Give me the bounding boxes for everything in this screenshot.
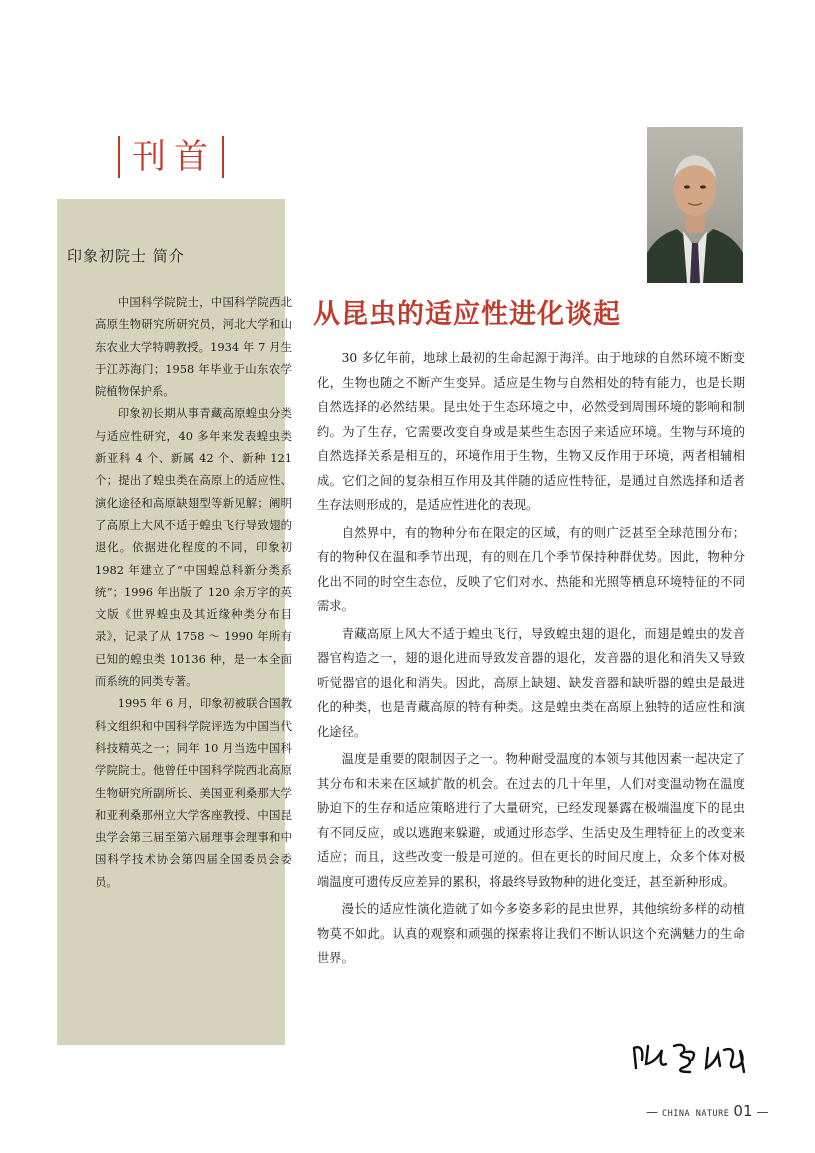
author-portrait [647, 127, 743, 283]
bio-heading: 印象初院士 简介 [67, 247, 185, 265]
article-paragraph: 自然界中，有的物种分布在限定的区域，有的则广泛甚至全球范围分布；有的物种仅在温和季节出现，有的则在几个季节保持种群优势。因此，物种分化出不同的时空生态位，反映了它们对水、热能和光照等栖息环境特征的不同需求。 [317, 525, 745, 613]
bio-paragraph: 1995 年 6 月，印象初被联合国教科文组织和中国科学院评选为中国当代科技精英之一；同年 10 月当选中国科学院院士。他曾任中国科学院西北高原生物研究所副所长、美国亚利桑那大学和亚利桑那州立大学客座教授、中国昆虫学会第三届至第六届理事会理事和中国科学技术协会第四届全国委员会委员。 [95, 696, 292, 889]
page-footer [646, 1102, 769, 1122]
author-signature [628, 1038, 758, 1078]
masthead-right-bar [222, 136, 224, 178]
article-title: 从昆虫的适应性进化谈起 [313, 299, 621, 330]
masthead [118, 136, 224, 178]
footer-dash-right: — [756, 1105, 769, 1119]
signature-scribble [628, 1038, 758, 1078]
bio-body [95, 291, 292, 893]
bio-panel [57, 199, 292, 1045]
article-body [317, 346, 745, 974]
footer-brand: CHINA NATURE [662, 1109, 730, 1119]
bio-paragraph: 中国科学院院士，中国科学院西北高原生物研究所研究员，河北大学和山东农业大学特聘教授。1934 年 7 月生于江苏海门；1958 年毕业于山东农学院植物保护系。 [95, 295, 292, 399]
masthead-title: 刊首 [132, 137, 216, 177]
portrait-illustration [647, 127, 743, 283]
article-paragraph: 漫长的适应性演化造就了如今多姿多彩的昆虫世界，其他缤纷多样的动植物莫不如此。认真的观察和顽强的探索将让我们不断认识这个充满魅力的生命世界。 [317, 902, 745, 965]
footer-page-number: 01 [733, 1102, 753, 1120]
article-paragraph: 青藏高原上风大不适于蝗虫飞行，导致蝗虫翅的退化，而翅是蝗虫的发音器官构造之一，翅的退化进而导致发音器的退化，发音器的退化和消失又导致听觉器官的退化和消失。因此，高原上缺翅、缺发音器和缺听器的蝗虫是最进化的种类，也是青藏高原的特有种类。这是蝗虫类在高原上独特的适应性和演化途径。 [317, 626, 745, 739]
article-paragraph: 温度是重要的限制因子之一。物种耐受温度的本领与其他因素一起决定了其分布和未来在区域扩散的机会。在过去的几十年里，人们对变温动物在温度胁迫下的生存和适应策略进行了大量研究，已经发现暴露在极端温度下的昆虫有不同反应，或以逃跑来躲避，或通过形态学、生活史及生理特征上的改变来适应；而且，这些改变一般是可逆的。但在更长的时间尺度上，众多个体对极端温度可遗传反应差异的累积，将最终导致物种的进化变迁，甚至新种形成。 [317, 752, 745, 889]
bio-paragraph: 印象初长期从事青藏高原蝗虫分类与适应性研究，40 多年来发表蝗虫类新亚科 4 个、新属 42 个、新种 121 个；提出了蝗虫类在高原上的适应性、演化途径和高原缺翅型等新见解；阐明了高原上大风不适于蝗虫飞行导致翅的退化。依据进化程度的不同，印象初 1982 年建立了“中国蝗总科新分类系统”；1996 年出版了 120 余万字的英文版《世界蝗虫及其近缘种类分布目录》，记录了从 1758 ～ 1990 年所有已知的蝗虫类 10136 种，是一本全面而系统的同类专著。 [95, 406, 292, 689]
article-paragraph: 30 多亿年前，地球上最初的生命起源于海洋。由于地球的自然环境不断变化，生物也随之不断产生变异。适应是生物与自然相处的特有能力，也是长期自然选择的必然结果。昆虫处于生态环境之中，必然受到周围环境的影响和制约。为了生存，它需要改变自身或是某些生态因子来适应环境。生物与环境的自然选择关系是相互的，环境作用于生物，生物又反作用于环境，两者相辅相成。它们之间的复杂相互作用及其伴随的适应性特征，是通过自然选择和适者生存法则形成的，是适应性进化的表现。 [317, 351, 745, 512]
footer-dash-left: — [646, 1105, 658, 1119]
